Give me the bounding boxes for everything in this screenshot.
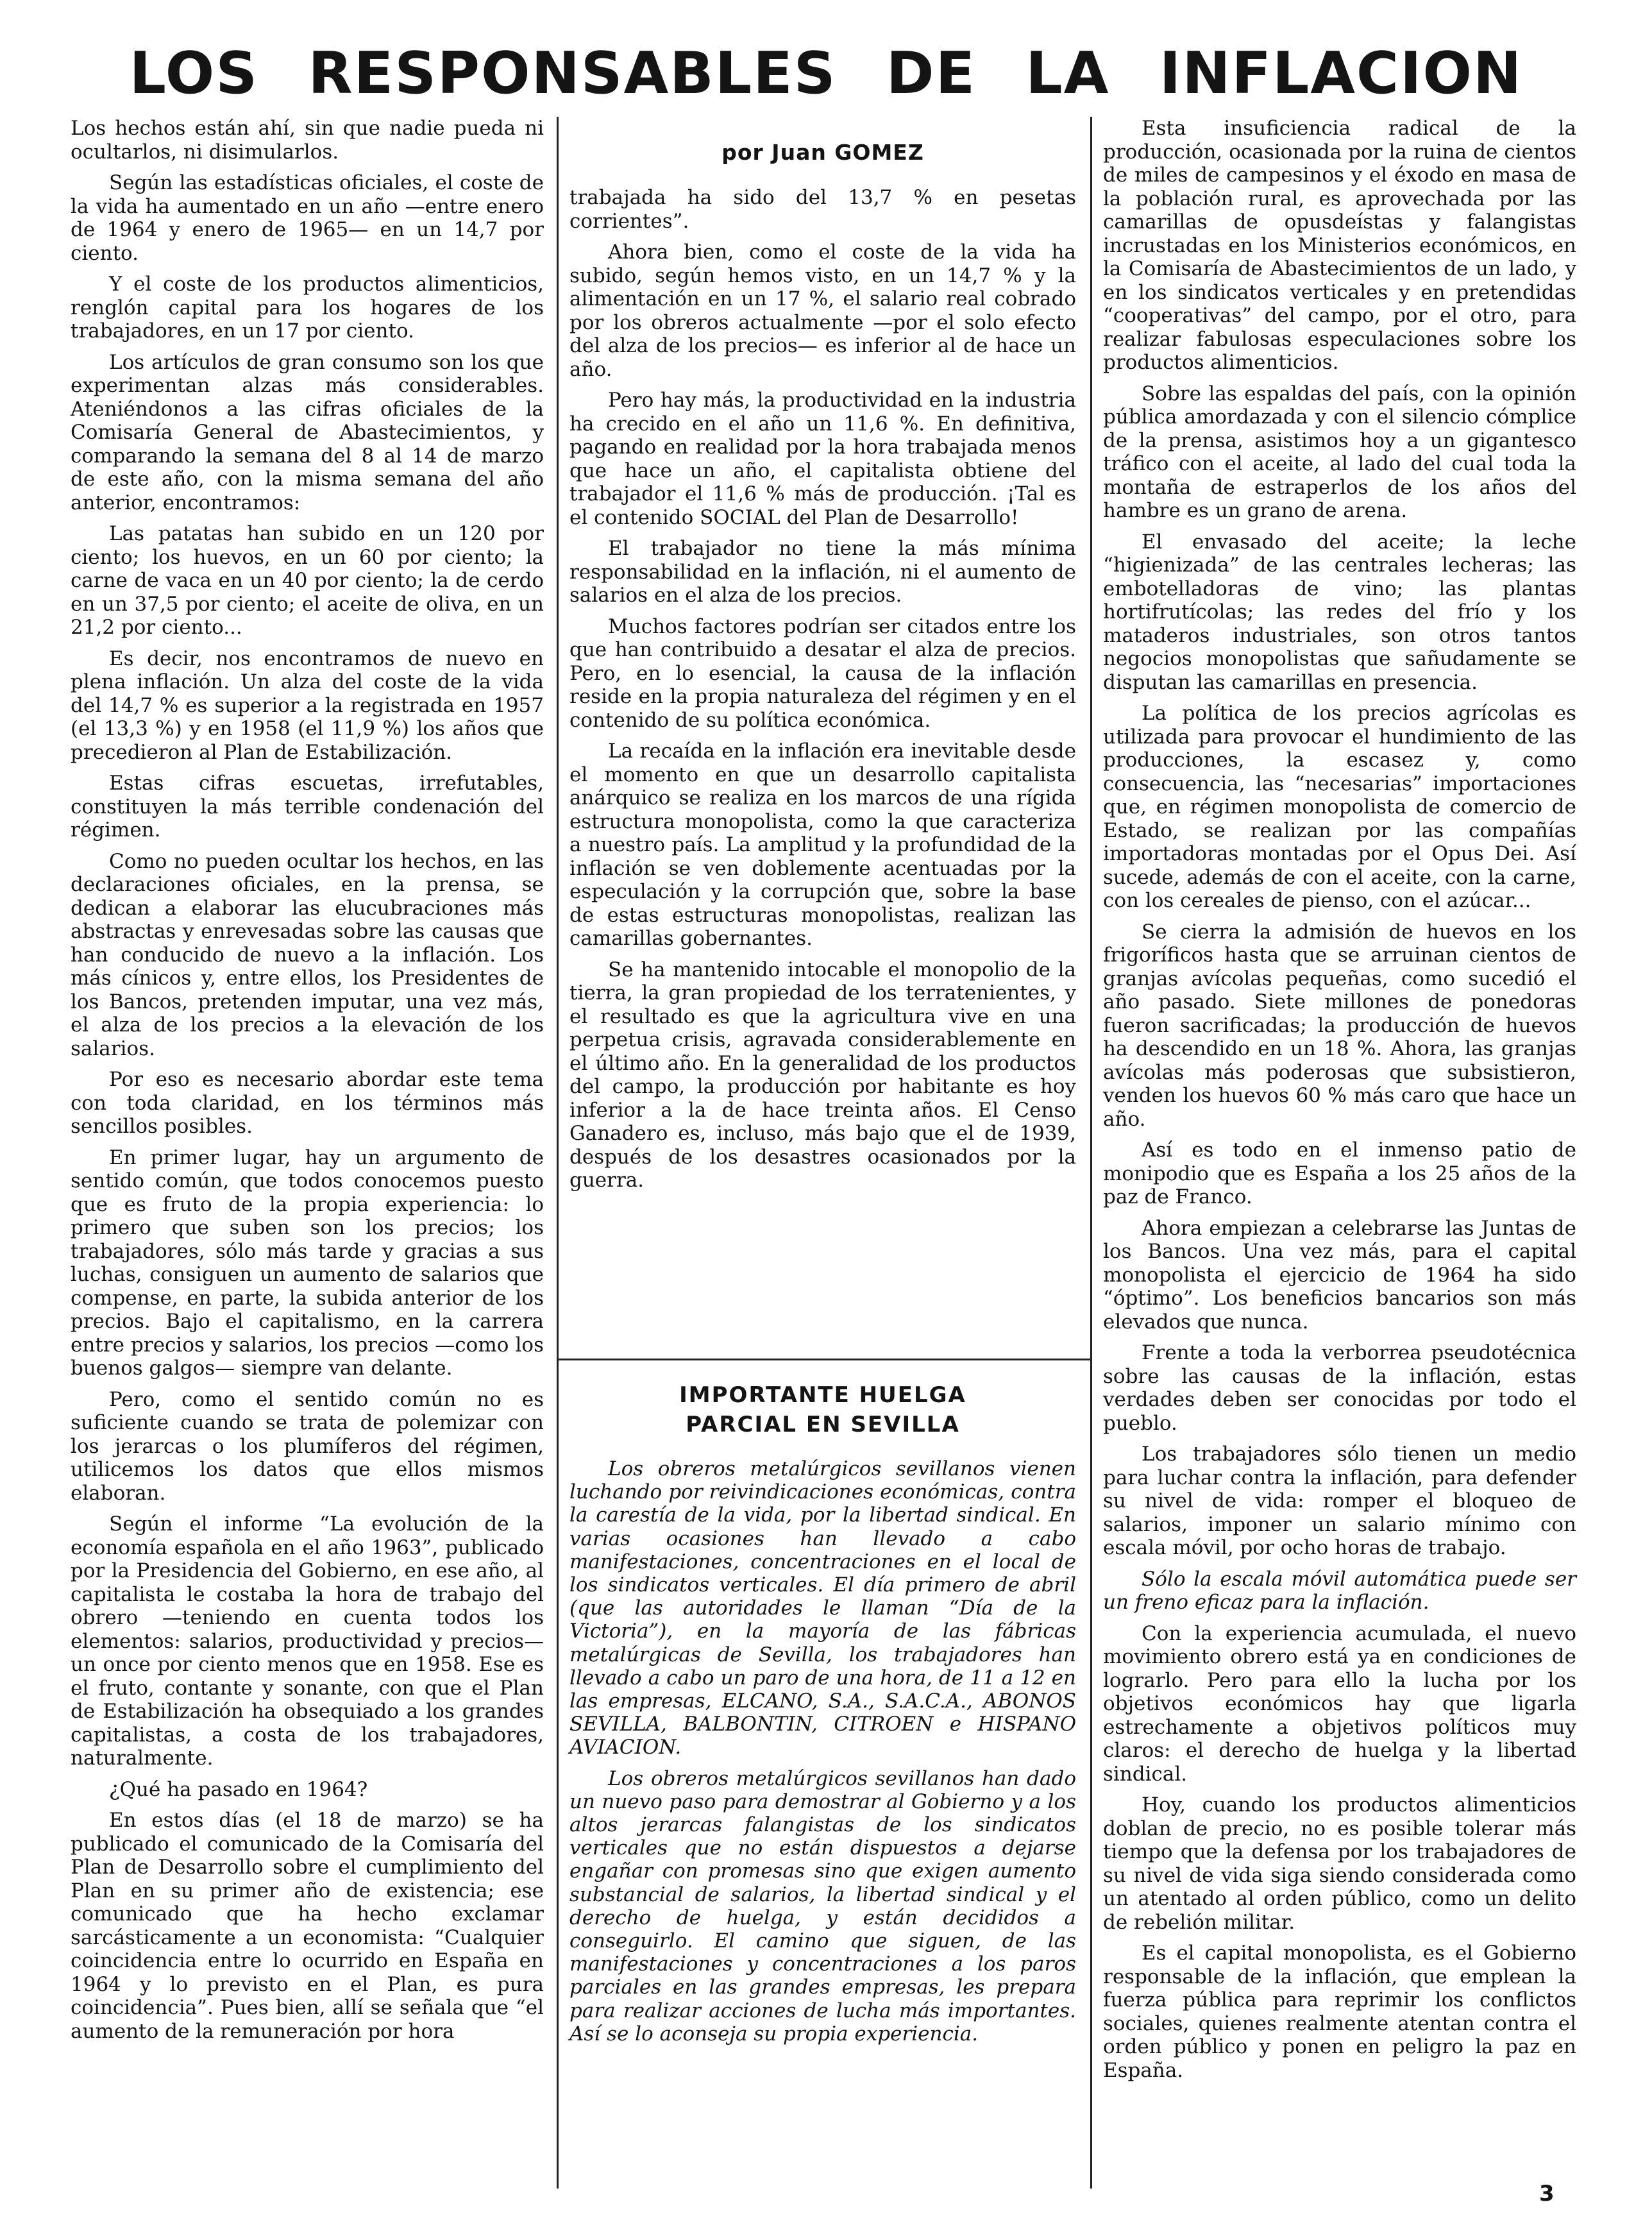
paragraph: trabajada ha sido del 13,7 % en pesetas corrientes”. — [569, 186, 1076, 233]
box-paragraph: Los obreros metalúrgicos sevillanos han dado un nuevo paso para demostrar al Gobierno y a los altos jerarcas falangistas de los sindicatos verticales que no están dispuestos a dejarse engañar con promesas sino que exigen aumento substancial de salarios, la libertad sindical y el derecho de huelga, y están decididos a conseguirlo. El camino que siguen, de las manifestaciones y concentraciones a los paros parciales en las grandes empresas, les prepara para realizar acciones de lucha más importantes. Así se lo aconseja su propia experiencia. — [569, 1766, 1076, 2045]
paragraph: Como no pueden ocultar los hechos, en las declaraciones oficiales, en la prensa, se dedican a elaborar las elucubraciones más abstractas y enrevesadas sobre las causas que han conducido de nuevo a la inflación. Los más cínicos y, entre ellos, los Presidentes de los Bancos, pretenden imputar, una vez más, el alza de los precios a la elevación de los salarios. — [71, 849, 544, 1060]
paragraph: Ahora bien, como el coste de la vida ha subido, según hemos visto, en un 14,7 % y la alimentación en un 17 %, el salario real cobrado por los obreros actualmente —por el solo efecto del alza de los precios— es inferior al de hace un año. — [569, 241, 1076, 381]
paragraph: Se ha mantenido intocable el monopolio de la tierra, la gran propiedad de los terratenientes, y el resultado es que la agricultura vive en una perpetua crisis, agravada considerablemente en el último año. En la generalidad de los productos del campo, la producción por habitante es hoy inferior a la de hace treinta años. El Censo Ganadero es, incluso, más bajo que el de 1939, después de los desastres ocasionados por la guerra. — [569, 958, 1076, 1192]
paragraph: Frente a toda la verborrea pseudotécnica sobre las causas de la inflación, estas verdades deben ser conocidas por todo el pueblo. — [1103, 1341, 1576, 1435]
paragraph: Los artículos de gran consumo son los que experimentan alzas más considerables. Ateniéndonos a las cifras oficiales de la Comisaría General de Abastecimientos, y comparando la semana del 8 al 14 de marzo de este año, con la misma semana del año anterior, encontramos: — [71, 350, 544, 514]
paragraph: En estos días (el 18 de marzo) se ha publicado el comunicado de la Comisaría del Plan de Desarrollo sobre el cumplimiento del Plan en su primer año de existencia; ese comunicado que ha hecho exclamar sarcásticamente a un economista: “Cualquier coincidencia entre lo ocurrido en España en 1964 y lo previsto en el Plan, es pura coincidencia”. Pues bien, allí se señala que “el aumento de la remuneración por hora — [71, 1809, 544, 2043]
paragraph: Las patatas han subido en un 120 por ciento; los huevos, en un 60 por ciento; la carne de vaca en un 40 por ciento; la de cerdo en un 37,5 por ciento; el aceite de oliva, en un 21,2 por ciento... — [71, 522, 544, 639]
paragraph: Con la experiencia acumulada, el nuevo movimiento obrero está ya en condiciones de lograrlo. Pero para ello la lucha por los objetivos económicos hay que ligarla estrechamente a objetivos políticos muy claros: el derecho de huelga y la libertad sindical. — [1103, 1622, 1576, 1786]
paragraph: En primer lugar, hay un argumento de sentido común, que todos conocemos puesto que es fruto de la propia experiencia: lo primero que suben son los precios; los trabajadores, sólo más tarde y gracias a sus luchas, consiguen un aumento de salarios que compense, en parte, la subida anterior de los precios. Bajo el capitalismo, en la carrera entre precios y salarios, los precios —como los buenos galgos— siempre van delante. — [71, 1146, 544, 1380]
paragraph: Según el informe “La evolución de la economía española en el año 1963”, publicado por la Presidencia del Gobierno, en ese año, al capitalista le costaba la hora de trabajo del obrero —teniendo en cuenta todos los elementos: salarios, productividad y precios— un once por ciento menos que en 1958. Ese es el fruto, contante y sonante, con que el Plan de Estabilización ha obsequiado a los grandes capitalistas, a costa de los trabajadores, naturalmente. — [71, 1512, 544, 1770]
subheading-question: ¿Qué ha pasado en 1964? — [109, 1777, 368, 1801]
box-title-line: PARCIAL EN SEVILLA — [686, 1412, 960, 1437]
paragraph: Los trabajadores sólo tienen un medio para luchar contra la inflación, para defender su nivel de vida: romper el bloqueo de salarios, imponer un salario mínimo con escala móvil, por ocho horas de trabajo. — [1103, 1443, 1576, 1559]
box-body — [569, 1457, 1076, 2053]
paragraph: Ahora empiezan a celebrarse las Juntas de los Bancos. Una vez más, para el capital monopolista el ejercicio de 1964 ha sido “óptimo”. Los beneficios bancarios son más elevados que nunca. — [1103, 1216, 1576, 1334]
paragraph: El envasado del aceite; la leche “higienizada” de las centrales lecheras; las embotelladoras de vino; las plantas hortifrutícolas; las redes del frío y los mataderos industriales, son otros tantos negocios monopolistas que sañudamente se disputan las camarillas en presencia. — [1103, 530, 1576, 694]
paragraph: Es el capital monopolista, es el Gobierno responsable de la inflación, que emplean la fuerza pública para reprimir los conflictos sociales, quienes realmente atentan contra el orden público y ponen en peligro la paz en España. — [1103, 1942, 1576, 2082]
box-paragraph: Los obreros metalúrgicos sevillanos vienen luchando por reivindicaciones económicas, contra la carestía de la vida, por la libertad sindical. En varias ocasiones han llevado a cabo manifestaciones, concentraciones en el local de los sindicatos verticales. El día primero de abril (que las autoridades le llaman “Día de la Victoria”), en la mayoría de las fábricas metalúrgicas de Sevilla, los trabajadores han llevado a cabo un paro de una hora, de 11 a 12 en las empresas, ELCANO, S.A., S.A.C.A., ABONOS SEVILLA, BALBONTIN, CITROEN e HISPANO AVIACION. — [569, 1457, 1076, 1759]
column-1 — [71, 117, 544, 2051]
box-title — [569, 1380, 1076, 1439]
paragraph: Muchos factores podrían ser citados entre los que han contribuido a desatar el alza de precios. Pero, en lo esencial, la causa de la inflación reside en la propia naturaleza del régimen y en el contenido de su política económica. — [569, 614, 1076, 732]
paragraph: Y el coste de los productos alimenticios, renglón capital para los hogares de los trabajadores, en un 17 por ciento. — [71, 273, 544, 343]
box-title-line: IMPORTANTE HUELGA — [679, 1382, 966, 1408]
paragraph: Pero hay más, la productividad en la industria ha crecido en el año un 11,6 %. En definitiva, pagando en realidad por la hora trabajada menos que hace un año, el capitalista obtiene del trabajador el 11,6 % más de producción. ¡Tal es el contenido SOCIAL del Plan de Desarrollo! — [569, 389, 1076, 529]
paragraph: Por eso es necesario abordar este tema con toda claridad, en los términos más sencillos posibles. — [71, 1068, 544, 1138]
paragraph: Así es todo en el inmenso patio de monipodio que es España a los 25 años de la paz de Franco. — [1103, 1139, 1576, 1208]
paragraph: Es decir, nos encontramos de nuevo en plena inflación. Un alza del coste de la vida del 14,7 % es superior a la registrada en 1957 (el 13,3 %) y en 1958 (el 11,9 %) los años que precedieron al Plan de Estabilización. — [71, 647, 544, 764]
paragraph: Según las estadísticas oficiales, el coste de la vida ha aumentado en un año —entre enero de 1964 y enero de 1965— en un 14,7 por ciento. — [71, 171, 544, 265]
column-rule-left — [557, 117, 559, 2189]
byline: por Juan GOMEZ — [721, 140, 924, 165]
paragraph: Hoy, cuando los productos alimenticios doblan de precio, no es posible tolerar más tiempo que la defensa por los trabajadores de su nivel de vida siga siendo considerada como un atentado al orden público, como un delito de rebelión militar. — [1103, 1793, 1576, 1934]
headline: LOS RESPONSABLES DE LA INFLACION — [129, 40, 1523, 107]
page-number: 3 — [1539, 2181, 1555, 2206]
column-3 — [1103, 117, 1576, 2090]
box-top-rule — [558, 1359, 1090, 1360]
paragraph: Se cierra la admisión de huevos en los frigoríficos hasta que se arruinan cientos de granjas avícolas pequeñas, como sucedió el año pasado. Siete millones de ponedoras fueron sacrificadas; la producción de huevos ha descendido en un 18 %. Ahora, las granjas avícolas más poderosas que subsistieron, venden los huevos 60 % más caro que hace un año. — [1103, 920, 1576, 1131]
paragraph: Estas cifras escuetas, irrefutables, constituyen la más terrible condenación del régimen. — [71, 772, 544, 842]
paragraph: Sobre las espaldas del país, con la opinión pública amordazada y con el silencio cómplice de la prensa, asistimos hoy a un gigantesco tráfico con el aceite, al lado del cual toda la montaña de estraperlos de los años del hambre es un grano de arena. — [1103, 382, 1576, 522]
paragraph: Pero, como el sentido común no es suficiente cuando se trata de polemizar con los jerarcas o los plumíferos del régimen, utilicemos los datos que ellos mismos elaboran. — [71, 1387, 544, 1505]
paragraph: El trabajador no tiene la más mínima responsabilidad en la inflación, ni el aumento de salarios en el alza de los precios. — [569, 537, 1076, 607]
paragraph: Esta insuficiencia radical de la producción, ocasionada por la ruina de cientos de miles de campesinos y el éxodo en masa de la población rural, es aprovechada por las camarillas de opusdeístas y falangistas incrustadas en los Ministerios económicos, en la Comisaría de Abastecimientos de un lado, y en los sindicatos verticales y en pretendidas “cooperativas” del campo, por el otro, para realizar fabulosas especulaciones sobre los productos alimenticios. — [1103, 117, 1576, 374]
paragraph: La recaída en la inflación era inevitable desde el momento en que un desarrollo capitalista anárquico se realiza en los marcos de una rígida estructura monopolista, como la que caracteriza a nuestro país. La amplitud y la profundidad de la inflación se ven doblemente acentuadas por la especulación y la corrupción que, sobre la base de estas estructuras monopolistas, realizan las camarillas gobernantes. — [569, 740, 1076, 950]
column-rule-right — [1090, 117, 1092, 2189]
column-2 — [569, 186, 1076, 1200]
paragraph: Los hechos están ahí, sin que nadie pueda ni ocultarlos, ni disimularlos. — [71, 117, 544, 164]
emphasis-paragraph: Sólo la escala móvil automática puede ser un freno eficaz para la inflación. — [1103, 1567, 1576, 1614]
paragraph: La política de los precios agrícolas es utilizada para provocar el hundimiento de las producciones, la escasez y, como consecuencia, las “necesarias” importaciones que, en régimen monopolista de comercio de Estado, se realizan por las compañías importadoras montadas por el Opus Dei. Así sucede, además de con el aceite, con la carne, con los cereales de pienso, con el azúcar... — [1103, 702, 1576, 912]
